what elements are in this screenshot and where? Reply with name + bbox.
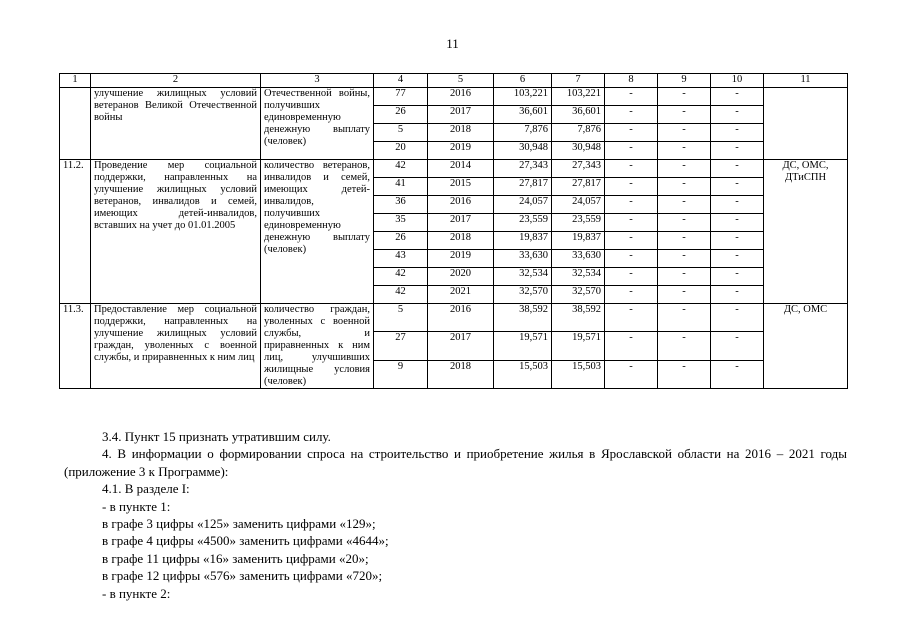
paragraph: - в пункте 1:: [102, 498, 171, 514]
amount-cell: 27,343: [552, 160, 605, 178]
value-cell: -: [658, 196, 711, 214]
year-cell: 2018: [428, 232, 494, 250]
value-cell: -: [711, 268, 764, 286]
amount-cell: 38,592: [552, 304, 605, 332]
paragraph: в графе 4 цифры «4500» заменить цифрами «4644»;: [102, 533, 389, 549]
header-cell: 5: [428, 74, 494, 88]
year-cell: 2017: [428, 214, 494, 232]
year-cell: 2019: [428, 142, 494, 160]
header-cell: 10: [711, 74, 764, 88]
responsible-cell: [764, 88, 848, 160]
count-cell: 77: [374, 88, 428, 106]
amount-cell: 32,534: [552, 268, 605, 286]
amount-cell: 7,876: [494, 124, 552, 142]
amount-cell: 36,601: [552, 106, 605, 124]
value-cell: -: [605, 124, 658, 142]
count-cell: 42: [374, 268, 428, 286]
responsible-cell: ДС, ОМС, ДТиСПН: [764, 160, 848, 304]
count-cell: 26: [374, 106, 428, 124]
amount-cell: 32,570: [552, 286, 605, 304]
indicator-cell: Отечественной войны, получивших единовременную денежную выплату (человек): [261, 88, 374, 160]
count-cell: 5: [374, 304, 428, 332]
amount-cell: 19,571: [552, 332, 605, 360]
amount-cell: 27,817: [494, 178, 552, 196]
value-cell: -: [711, 196, 764, 214]
amount-cell: 103,221: [494, 88, 552, 106]
year-cell: 2016: [428, 88, 494, 106]
value-cell: -: [711, 142, 764, 160]
indicator-cell: количество ветеранов, инвалидов и семей, имеющих детей-инвалидов, получивших единовременную денежную выплату (человек): [261, 160, 374, 304]
item-name-cell: Проведение мер социальной поддержки, направленных на улучшение жилищных условий ветеранов, инвалидов и семей, имеющих детей-инвалидов, вставших на учет до 01.01.2005: [91, 160, 261, 304]
count-cell: 9: [374, 360, 428, 388]
year-cell: 2021: [428, 286, 494, 304]
amount-cell: 32,534: [494, 268, 552, 286]
value-cell: -: [711, 250, 764, 268]
value-cell: -: [658, 160, 711, 178]
value-cell: -: [658, 232, 711, 250]
year-cell: 2017: [428, 332, 494, 360]
value-cell: -: [605, 232, 658, 250]
header-row: [60, 74, 848, 88]
table-row: [60, 88, 848, 106]
value-cell: -: [658, 178, 711, 196]
amount-cell: 30,948: [494, 142, 552, 160]
paragraph: 4. В информации о формировании спроса на строительство и приобретение жилья в Ярославской области на 2016 – 2021 годы (приложение 3 к Программе):: [64, 446, 847, 479]
value-cell: -: [605, 88, 658, 106]
value-cell: -: [711, 124, 764, 142]
amount-cell: 33,630: [552, 250, 605, 268]
amount-cell: 27,343: [494, 160, 552, 178]
responsible-cell: ДС, ОМС: [764, 304, 848, 389]
value-cell: -: [605, 286, 658, 304]
item-number-cell: [60, 88, 91, 160]
value-cell: -: [605, 304, 658, 332]
count-cell: 41: [374, 178, 428, 196]
amount-cell: 24,057: [552, 196, 605, 214]
header-cell: 7: [552, 74, 605, 88]
year-cell: 2018: [428, 360, 494, 388]
value-cell: -: [658, 268, 711, 286]
item-name-cell: улучшение жилищных условий ветеранов Великой Отечественной войны: [91, 88, 261, 160]
header-cell: 6: [494, 74, 552, 88]
count-cell: 26: [374, 232, 428, 250]
item-number-cell: 11.2.: [60, 160, 91, 304]
count-cell: 36: [374, 196, 428, 214]
body-text: [64, 428, 847, 602]
amount-cell: 27,817: [552, 178, 605, 196]
header-cell: 11: [764, 74, 848, 88]
amount-cell: 19,571: [494, 332, 552, 360]
value-cell: -: [658, 360, 711, 388]
amount-cell: 33,630: [494, 250, 552, 268]
year-cell: 2020: [428, 268, 494, 286]
year-cell: 2017: [428, 106, 494, 124]
count-cell: 43: [374, 250, 428, 268]
value-cell: -: [711, 214, 764, 232]
value-cell: -: [711, 360, 764, 388]
value-cell: -: [658, 250, 711, 268]
paragraph: в графе 11 цифры «16» заменить цифрами «20»;: [102, 550, 369, 566]
year-cell: 2016: [428, 196, 494, 214]
amount-cell: 15,503: [494, 360, 552, 388]
header-cell: 9: [658, 74, 711, 88]
value-cell: -: [658, 142, 711, 160]
value-cell: -: [711, 88, 764, 106]
value-cell: -: [658, 332, 711, 360]
count-cell: 35: [374, 214, 428, 232]
value-cell: -: [605, 332, 658, 360]
value-cell: -: [658, 124, 711, 142]
value-cell: -: [605, 142, 658, 160]
amount-cell: 19,837: [552, 232, 605, 250]
amount-cell: 36,601: [494, 106, 552, 124]
count-cell: 5: [374, 124, 428, 142]
paragraph: 3.4. Пункт 15 признать утратившим силу.: [102, 429, 331, 444]
amount-cell: 23,559: [552, 214, 605, 232]
amount-cell: 32,570: [494, 286, 552, 304]
paragraph: в графе 12 цифры «576» заменить цифрами «720»;: [102, 568, 383, 584]
value-cell: -: [605, 360, 658, 388]
value-cell: -: [711, 178, 764, 196]
header-cell: 2: [91, 74, 261, 88]
count-cell: 42: [374, 160, 428, 178]
value-cell: -: [605, 106, 658, 124]
paragraph: - в пункте 2:: [102, 585, 171, 601]
value-cell: -: [711, 106, 764, 124]
value-cell: -: [605, 250, 658, 268]
item-name-cell: Предоставление мер социальной поддержки, направленных на улучшение жилищных условий граждан, уволенных с военной службы, и приравненных к ним лиц: [91, 304, 261, 389]
amount-cell: 7,876: [552, 124, 605, 142]
year-cell: 2015: [428, 178, 494, 196]
header-cell: 3: [261, 74, 374, 88]
value-cell: -: [711, 160, 764, 178]
value-cell: -: [658, 286, 711, 304]
value-cell: -: [658, 106, 711, 124]
count-cell: 42: [374, 286, 428, 304]
year-cell: 2018: [428, 124, 494, 142]
value-cell: -: [658, 88, 711, 106]
value-cell: -: [711, 304, 764, 332]
value-cell: -: [658, 214, 711, 232]
value-cell: -: [605, 214, 658, 232]
count-cell: 27: [374, 332, 428, 360]
paragraph: в графе 3 цифры «125» заменить цифрами «129»;: [102, 516, 376, 532]
value-cell: -: [605, 268, 658, 286]
amount-cell: 30,948: [552, 142, 605, 160]
page-number: 11: [446, 36, 459, 51]
item-number-cell: 11.3.: [60, 304, 91, 389]
count-cell: 20: [374, 142, 428, 160]
amount-cell: 19,837: [494, 232, 552, 250]
table-row: [60, 304, 848, 332]
value-cell: -: [605, 196, 658, 214]
amount-cell: 23,559: [494, 214, 552, 232]
year-cell: 2014: [428, 160, 494, 178]
header-cell: 8: [605, 74, 658, 88]
value-cell: -: [711, 332, 764, 360]
header-cell: 1: [60, 74, 91, 88]
amount-cell: 38,592: [494, 304, 552, 332]
value-cell: -: [658, 304, 711, 332]
value-cell: -: [605, 178, 658, 196]
amount-cell: 103,221: [552, 88, 605, 106]
year-cell: 2019: [428, 250, 494, 268]
value-cell: -: [711, 232, 764, 250]
value-cell: -: [605, 160, 658, 178]
data-table: [59, 73, 848, 389]
amount-cell: 15,503: [552, 360, 605, 388]
table-row: [60, 160, 848, 178]
indicator-cell: количество граждан, уволенных с военной службы, и приравненных к ним лиц, улучшивших жилищные условия (человек): [261, 304, 374, 389]
year-cell: 2016: [428, 304, 494, 332]
header-cell: 4: [374, 74, 428, 88]
paragraph: 4.1. В разделе I:: [102, 481, 190, 497]
amount-cell: 24,057: [494, 196, 552, 214]
value-cell: -: [711, 286, 764, 304]
